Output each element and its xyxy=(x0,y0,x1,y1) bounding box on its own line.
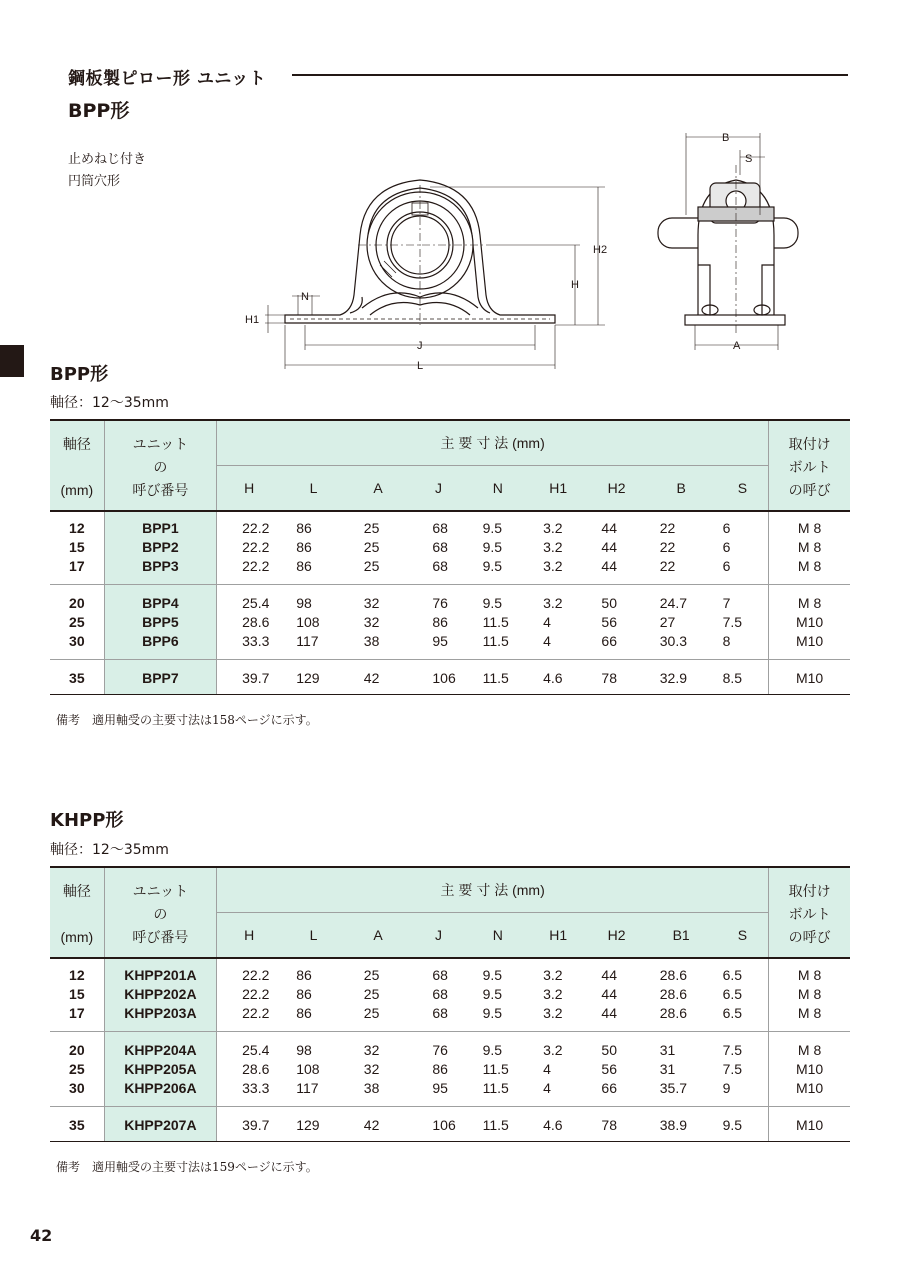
dim-value-n: 11.5 xyxy=(467,1107,529,1142)
dim-value-n: 11.5 xyxy=(467,660,529,695)
khpp-dimension-table xyxy=(50,866,850,1142)
page-number: 42 xyxy=(30,1226,53,1245)
dim-value-h1: 3.2 xyxy=(543,1042,563,1058)
dim-value-j: 76 xyxy=(432,595,448,611)
shaft-diameter: 35 xyxy=(50,660,104,695)
table-row xyxy=(50,1079,850,1107)
dim-value-j: 68 xyxy=(410,1004,466,1032)
unit-number: BPP2 xyxy=(104,538,216,557)
dim-value-h: 28.6 xyxy=(217,1060,282,1079)
dim-value-a: 32 xyxy=(363,1061,380,1077)
dim-value-l: 98 xyxy=(296,1042,312,1058)
dim-value-a: 25 xyxy=(363,986,380,1002)
bolt-size: M 8 xyxy=(769,958,850,985)
col-unit-label-2: の xyxy=(153,906,168,922)
dim-header-l: L xyxy=(281,913,346,959)
dim-value-j: 68 xyxy=(432,520,448,536)
shaft-diameter: 20 xyxy=(69,595,85,611)
dim-value-h2: 44 xyxy=(601,967,617,983)
dim-value-b1: 28.6 xyxy=(646,1004,717,1032)
dim-value-h1: 3.2 xyxy=(543,986,563,1002)
dim-value-s: 6 xyxy=(722,520,731,536)
page-subtitle: BPP形 xyxy=(68,100,130,122)
khpp-section-title: KHPP形 xyxy=(50,810,124,831)
section-tab-marker xyxy=(0,345,24,377)
dim-value-b1: 31 xyxy=(659,1061,676,1077)
unit-number: KHPP202A xyxy=(104,985,216,1004)
dim-value-h: 22.2 xyxy=(217,557,282,585)
bolt-size: M10 xyxy=(769,1060,850,1079)
shaft-diameter: 17 xyxy=(50,557,104,585)
dim-header-s: S xyxy=(717,913,769,959)
label-h2: H2 xyxy=(593,244,608,256)
table-row xyxy=(50,660,850,695)
dim-value-j: 95 xyxy=(410,632,466,660)
dim-value-a: 42 xyxy=(346,660,411,695)
dim-value-n: 11.5 xyxy=(467,632,529,660)
page-title: 鋼板製ピロー形 ユニット xyxy=(68,69,267,89)
header-row xyxy=(50,867,850,913)
dim-header-b: B xyxy=(646,466,717,512)
unit-number: BPP7 xyxy=(104,660,216,695)
shaft-diameter: 12 xyxy=(69,520,85,536)
table-row xyxy=(50,632,850,660)
dim-value-n: 11.5 xyxy=(482,1061,509,1077)
dim-value-h: 39.7 xyxy=(217,660,282,695)
table-row xyxy=(50,985,850,1004)
dim-value-s: 7.5 xyxy=(722,1042,743,1058)
dim-value-s: 7.5 xyxy=(722,1061,743,1077)
label-s: S xyxy=(745,153,753,165)
dim-value-j: 86 xyxy=(432,1061,448,1077)
khpp-note: 備考 適用軸受の主要寸法は159ページに示す。 xyxy=(56,1160,318,1174)
col-unit-header xyxy=(104,867,216,958)
dim-value-a: 25 xyxy=(363,967,380,983)
title-rule xyxy=(292,74,848,76)
unit-number: KHPP201A xyxy=(104,958,216,985)
bpp-dimension-table xyxy=(50,419,850,695)
dim-header-n: N xyxy=(467,913,529,959)
dim-value-n: 9.5 xyxy=(482,520,503,536)
shaft-diameter: 15 xyxy=(69,539,85,555)
unit-number: BPP4 xyxy=(104,585,216,614)
dim-value-h: 22.2 xyxy=(217,985,282,1004)
col-main-dims-header: 主 要 寸 法 (mm) xyxy=(217,420,769,466)
dim-value-n: 11.5 xyxy=(482,614,509,630)
unit-number: KHPP204A xyxy=(104,1032,216,1061)
dim-value-h: 22.2 xyxy=(217,958,282,985)
unit-number: BPP3 xyxy=(104,557,216,585)
feature-bore: 円筒穴形 xyxy=(68,174,121,189)
dim-value-l: 86 xyxy=(281,557,346,585)
dim-value-l: 86 xyxy=(296,967,312,983)
label-a: A xyxy=(733,340,741,352)
label-j: J xyxy=(417,340,423,352)
bpp-note: 備考 適用軸受の主要寸法は158ページに示す。 xyxy=(56,713,318,727)
dim-value-h1: 4 xyxy=(529,632,587,660)
dim-value-j: 86 xyxy=(432,614,448,630)
dim-value-a: 38 xyxy=(346,632,411,660)
bpp-shaft-range: 軸径：12〜35mm xyxy=(50,395,169,411)
dim-value-h2: 78 xyxy=(587,1107,645,1142)
dim-value-l: 86 xyxy=(281,1004,346,1032)
dim-value-h: 22.2 xyxy=(217,511,282,538)
bolt-size: M 8 xyxy=(769,985,850,1004)
dim-value-j: 68 xyxy=(432,986,448,1002)
dim-value-b1: 35.7 xyxy=(646,1079,717,1107)
dim-value-b: 22 xyxy=(646,557,717,585)
bolt-size: M10 xyxy=(769,613,850,632)
col-unit-label-1: ユニット xyxy=(132,436,189,452)
shaft-diameter: 15 xyxy=(69,986,85,1002)
col-shaft-unit: (mm) xyxy=(60,929,94,945)
dim-value-j: 106 xyxy=(410,1107,466,1142)
dim-value-j: 95 xyxy=(410,1079,466,1107)
table-row xyxy=(50,1107,850,1142)
dim-header-h: H xyxy=(217,466,282,512)
dim-header-l: L xyxy=(281,466,346,512)
col-bolt-label-2: ボルト xyxy=(788,906,831,922)
table-row xyxy=(50,1060,850,1079)
bolt-size: M10 xyxy=(769,1079,850,1107)
dim-value-n: 9.5 xyxy=(467,1004,529,1032)
dim-value-h2: 44 xyxy=(601,520,617,536)
dim-value-b: 22 xyxy=(659,539,676,555)
dim-header-s: S xyxy=(717,466,769,512)
dim-value-a: 32 xyxy=(363,1042,380,1058)
dim-value-b1: 31 xyxy=(659,1042,676,1058)
dim-value-h1: 3.2 xyxy=(543,595,563,611)
label-h: H xyxy=(571,279,579,291)
dim-value-a: 32 xyxy=(363,595,380,611)
dim-value-n: 9.5 xyxy=(467,557,529,585)
dim-value-h1: 3.2 xyxy=(529,557,587,585)
dim-value-l: 86 xyxy=(296,986,312,1002)
dim-value-l: 108 xyxy=(296,614,320,630)
shaft-diameter: 17 xyxy=(50,1004,104,1032)
dim-value-h: 22.2 xyxy=(217,1004,282,1032)
bolt-size: M10 xyxy=(769,1107,850,1142)
bolt-size: M 8 xyxy=(769,1004,850,1032)
bpp-table-container xyxy=(50,419,850,695)
bolt-size: M10 xyxy=(769,660,850,695)
dim-value-n: 9.5 xyxy=(482,967,503,983)
table-row xyxy=(50,511,850,538)
table-row xyxy=(50,538,850,557)
dim-value-l: 117 xyxy=(281,1079,346,1107)
dim-value-j: 68 xyxy=(432,967,448,983)
label-n: N xyxy=(301,291,309,303)
col-shaft-unit: (mm) xyxy=(60,482,94,498)
bolt-size: M 8 xyxy=(769,557,850,585)
label-l: L xyxy=(417,360,424,372)
shaft-diameter: 30 xyxy=(50,1079,104,1107)
dim-value-h2: 66 xyxy=(587,1079,645,1107)
dim-value-h1: 4 xyxy=(529,1079,587,1107)
dim-value-h2: 56 xyxy=(601,1061,617,1077)
dim-value-h1: 3.2 xyxy=(543,539,563,555)
feature-setscrew: 止めねじ付き xyxy=(68,152,147,167)
dim-value-h: 22.2 xyxy=(217,538,282,557)
dim-value-h: 25.4 xyxy=(217,585,282,614)
dim-value-b1: 38.9 xyxy=(646,1107,717,1142)
dim-value-s: 8 xyxy=(717,632,769,660)
dim-header-a: A xyxy=(346,466,411,512)
dim-value-h1: 3.2 xyxy=(543,967,563,983)
dim-value-h1: 4 xyxy=(543,614,551,630)
col-bolt-header xyxy=(769,420,850,511)
dim-value-l: 117 xyxy=(281,632,346,660)
khpp-shaft-range: 軸径：12〜35mm xyxy=(50,842,169,858)
khpp-table-container xyxy=(50,866,850,1142)
col-bolt-label-3: の呼び xyxy=(788,482,831,498)
dim-value-j: 76 xyxy=(432,1042,448,1058)
col-bolt-label-1: 取付け xyxy=(788,436,831,452)
dim-value-a: 42 xyxy=(346,1107,411,1142)
dim-value-b: 30.3 xyxy=(646,632,717,660)
dim-value-h2: 44 xyxy=(601,986,617,1002)
bolt-size: M 8 xyxy=(769,585,850,614)
dim-value-s: 7.5 xyxy=(722,614,743,630)
unit-number: BPP1 xyxy=(104,511,216,538)
dim-value-b: 24.7 xyxy=(659,595,687,611)
dim-value-a: 25 xyxy=(363,539,380,555)
bolt-size: M 8 xyxy=(769,538,850,557)
dim-value-n: 11.5 xyxy=(467,1079,529,1107)
dim-header-h1: H1 xyxy=(529,913,587,959)
table-row xyxy=(50,958,850,985)
col-shaft-header xyxy=(50,867,104,958)
unit-number: BPP6 xyxy=(104,632,216,660)
dim-value-s: 6 xyxy=(722,539,731,555)
dim-value-j: 68 xyxy=(410,557,466,585)
dim-value-n: 9.5 xyxy=(482,1042,503,1058)
dim-value-h1: 3.2 xyxy=(543,520,563,536)
bolt-size: M 8 xyxy=(769,511,850,538)
dim-header-j: J xyxy=(410,913,466,959)
dim-value-s: 9 xyxy=(717,1079,769,1107)
shaft-diameter: 25 xyxy=(69,1061,85,1077)
dim-value-s: 6 xyxy=(717,557,769,585)
unit-number: KHPP205A xyxy=(104,1060,216,1079)
dim-header-j: J xyxy=(410,466,466,512)
dim-header-h: H xyxy=(217,913,282,959)
dim-value-n: 9.5 xyxy=(482,539,503,555)
col-unit-label-1: ユニット xyxy=(132,883,189,899)
unit-number: BPP5 xyxy=(104,613,216,632)
shaft-diameter: 20 xyxy=(69,1042,85,1058)
table-row xyxy=(50,585,850,614)
dim-header-h1: H1 xyxy=(529,466,587,512)
col-shaft-label: 軸径 xyxy=(62,436,91,452)
dim-value-a: 25 xyxy=(346,1004,411,1032)
dim-value-l: 98 xyxy=(296,595,312,611)
dim-value-n: 9.5 xyxy=(482,595,503,611)
col-unit-label-2: の xyxy=(153,459,168,475)
dim-value-s: 7 xyxy=(722,595,731,611)
dim-header-h2: H2 xyxy=(587,913,645,959)
dim-header-a: A xyxy=(346,913,411,959)
dim-value-h2: 78 xyxy=(587,660,645,695)
dim-value-a: 32 xyxy=(363,614,380,630)
dim-value-b: 27 xyxy=(659,614,676,630)
dim-value-a: 38 xyxy=(346,1079,411,1107)
table-row xyxy=(50,1004,850,1032)
dim-value-h1: 3.2 xyxy=(529,1004,587,1032)
shaft-diameter: 30 xyxy=(50,632,104,660)
label-b: B xyxy=(722,132,730,144)
dim-value-l: 129 xyxy=(281,660,346,695)
dim-value-h2: 50 xyxy=(601,1042,617,1058)
dim-value-s: 6.5 xyxy=(722,967,743,983)
dim-value-h2: 44 xyxy=(587,557,645,585)
dim-value-h2: 66 xyxy=(587,632,645,660)
unit-number: KHPP207A xyxy=(104,1107,216,1142)
dim-header-n: N xyxy=(467,466,529,512)
shaft-diameter: 25 xyxy=(69,614,85,630)
dim-value-j: 106 xyxy=(410,660,466,695)
dim-value-h1: 4.6 xyxy=(529,660,587,695)
unit-number: KHPP206A xyxy=(104,1079,216,1107)
unit-dimension-drawing xyxy=(240,125,810,375)
dim-value-h: 33.3 xyxy=(217,632,282,660)
dim-value-l: 86 xyxy=(296,520,312,536)
dim-value-l: 108 xyxy=(296,1061,320,1077)
table-row xyxy=(50,1032,850,1061)
unit-number: KHPP203A xyxy=(104,1004,216,1032)
shaft-diameter: 12 xyxy=(69,967,85,983)
dim-value-s: 9.5 xyxy=(717,1107,769,1142)
shaft-diameter: 35 xyxy=(50,1107,104,1142)
dim-value-h2: 44 xyxy=(601,539,617,555)
dim-value-a: 25 xyxy=(363,520,380,536)
dim-value-h2: 50 xyxy=(601,595,617,611)
dim-header-b1: B1 xyxy=(646,913,717,959)
dim-value-a: 25 xyxy=(346,557,411,585)
col-shaft-label: 軸径 xyxy=(62,883,91,899)
label-h1: H1 xyxy=(245,314,260,326)
dim-value-h: 28.6 xyxy=(217,613,282,632)
bolt-size: M 8 xyxy=(769,1032,850,1061)
col-bolt-header xyxy=(769,867,850,958)
dim-value-h1: 4 xyxy=(543,1061,551,1077)
col-bolt-label-3: の呼び xyxy=(788,929,831,945)
col-unit-label-3: 呼び番号 xyxy=(132,929,189,945)
dim-value-l: 86 xyxy=(296,539,312,555)
col-shaft-header xyxy=(50,420,104,511)
dim-value-b: 32.9 xyxy=(646,660,717,695)
dim-value-n: 9.5 xyxy=(482,986,503,1002)
dim-value-l: 129 xyxy=(281,1107,346,1142)
dim-value-h: 39.7 xyxy=(217,1107,282,1142)
dim-value-h: 25.4 xyxy=(217,1032,282,1061)
dim-value-b1: 28.6 xyxy=(659,986,687,1002)
dim-value-b: 22 xyxy=(659,520,676,536)
dim-value-h2: 44 xyxy=(587,1004,645,1032)
dim-value-b1: 28.6 xyxy=(659,967,687,983)
col-main-dims-header: 主 要 寸 法 (mm) xyxy=(217,867,769,913)
dim-value-s: 6.5 xyxy=(717,1004,769,1032)
col-bolt-label-1: 取付け xyxy=(788,883,831,899)
bpp-section-title: BPP形 xyxy=(50,364,109,385)
col-bolt-label-2: ボルト xyxy=(788,459,831,475)
dim-header-h2: H2 xyxy=(587,466,645,512)
dim-value-s: 8.5 xyxy=(717,660,769,695)
table-row xyxy=(50,557,850,585)
header-row xyxy=(50,420,850,466)
dim-value-h2: 56 xyxy=(601,614,617,630)
table-row xyxy=(50,613,850,632)
dim-value-s: 6.5 xyxy=(722,986,743,1002)
col-unit-label-3: 呼び番号 xyxy=(132,482,189,498)
bolt-size: M10 xyxy=(769,632,850,660)
dim-value-h1: 4.6 xyxy=(529,1107,587,1142)
col-unit-header xyxy=(104,420,216,511)
dim-value-h: 33.3 xyxy=(217,1079,282,1107)
dim-value-j: 68 xyxy=(432,539,448,555)
